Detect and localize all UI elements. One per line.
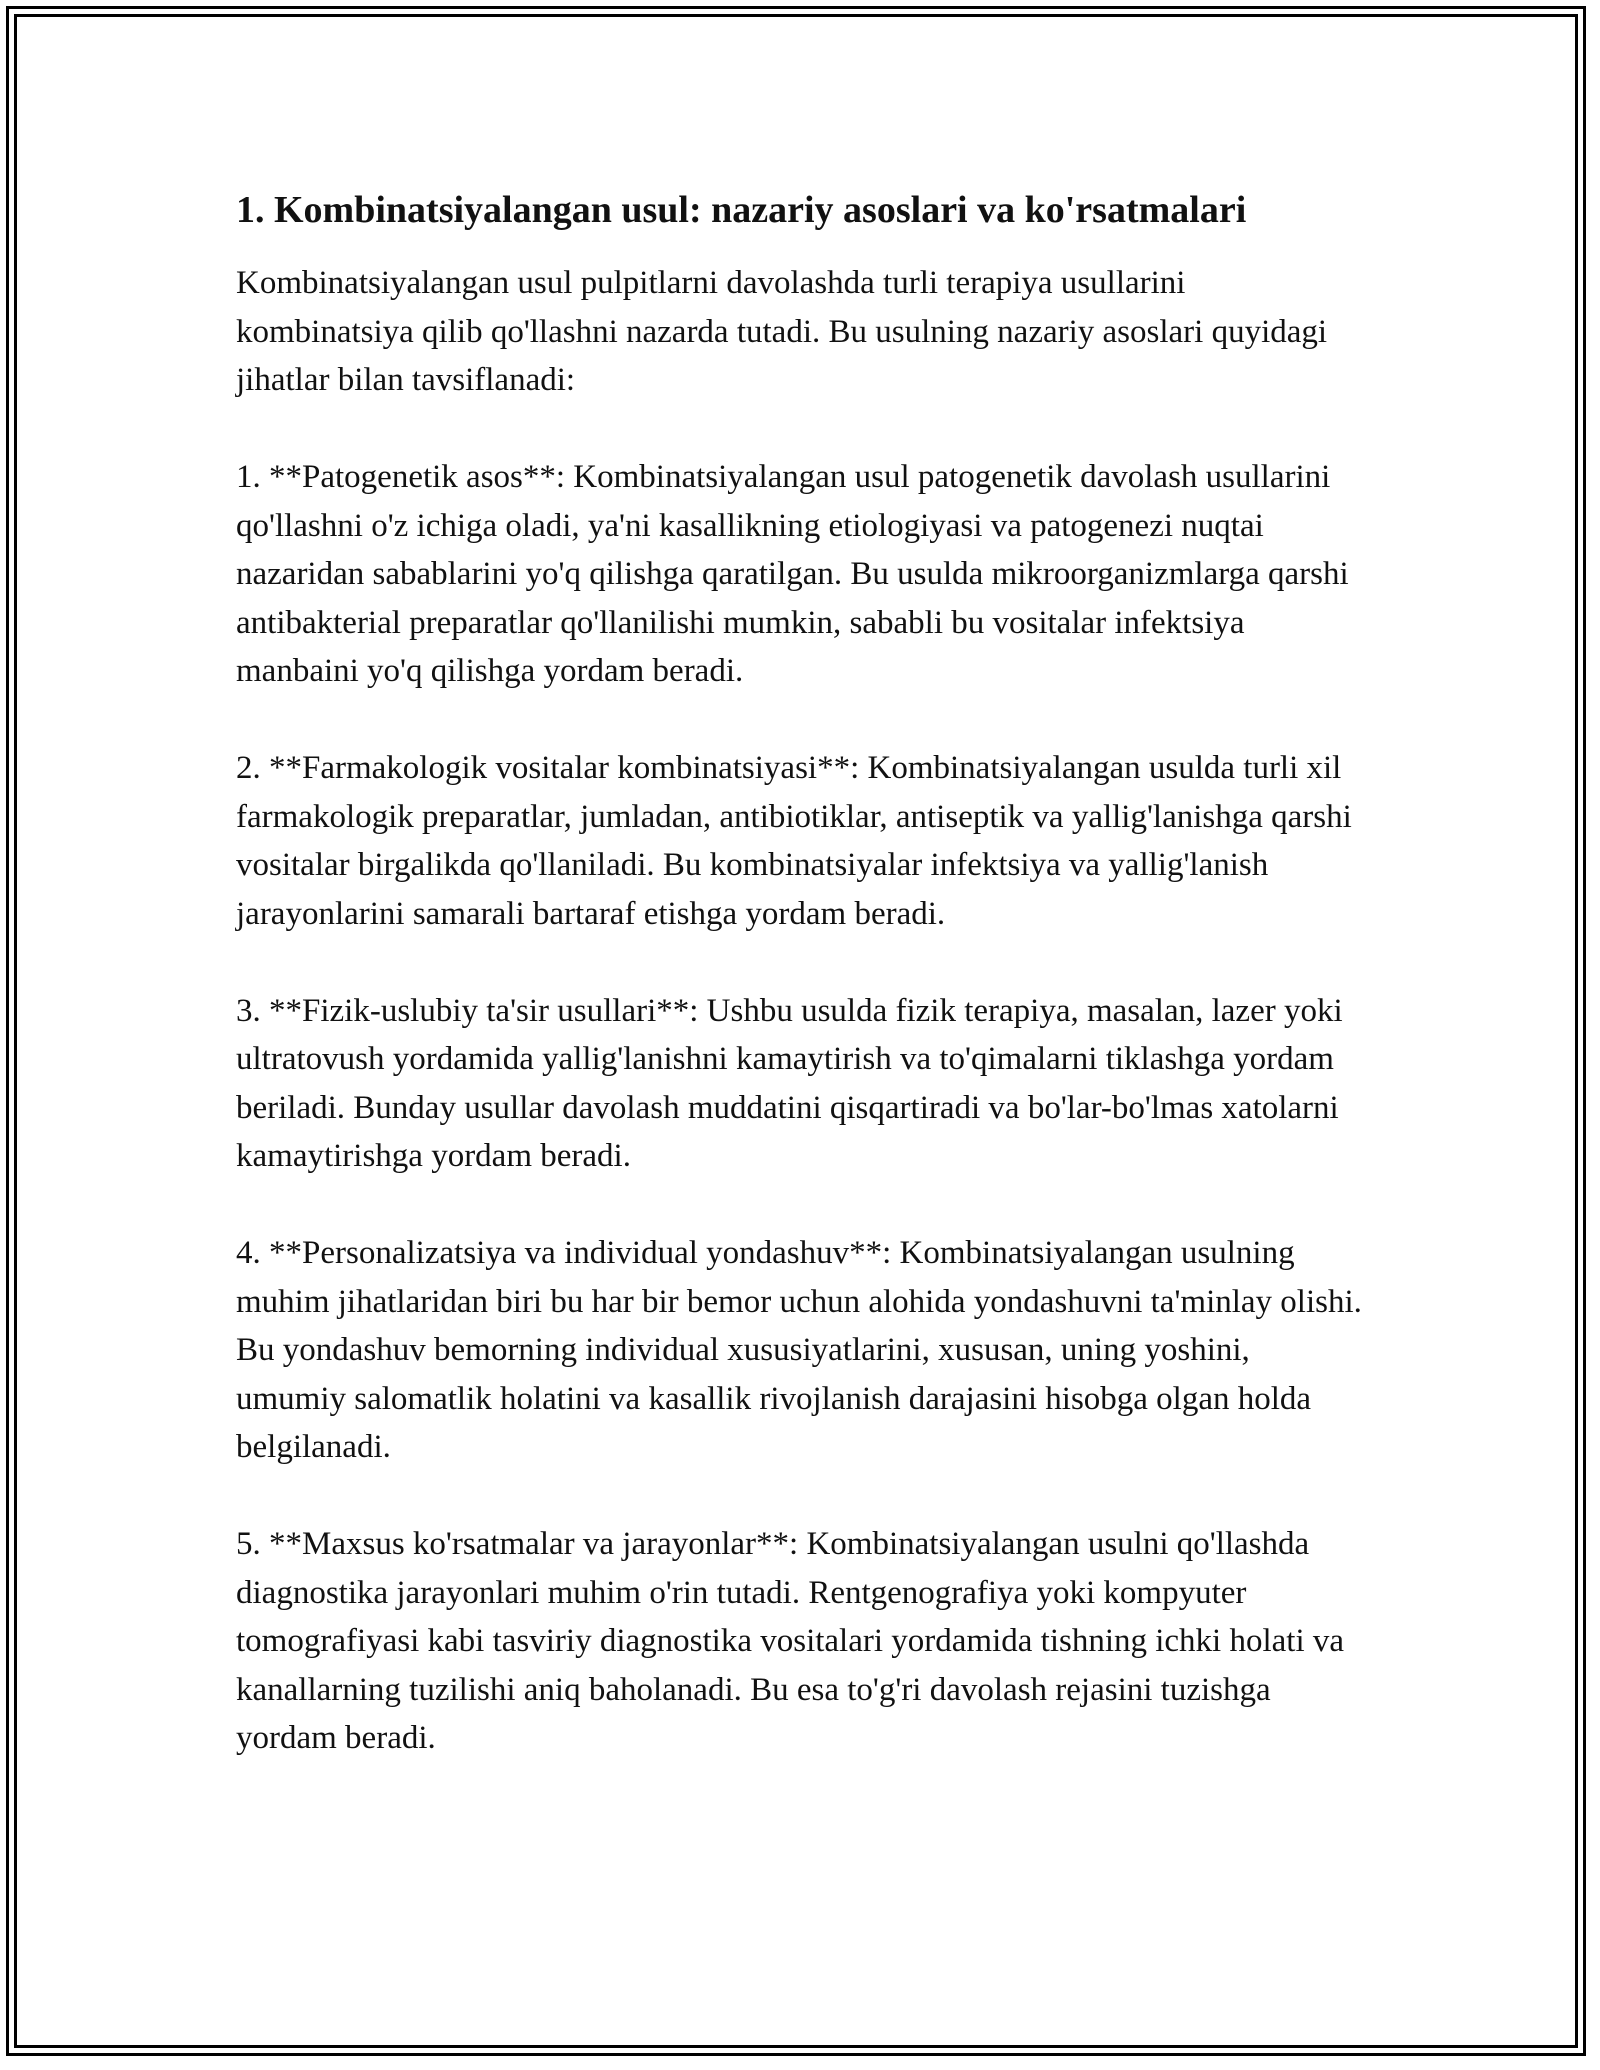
item-special-indications: 5. **Maxsus ko'rsatmalar va jarayonlar**: Kombinatsiyalangan usulni qo'llashda diagnostika jarayonlari muhim o'rin tutadi. Rentgenografiya yoki kompyuter tomografiyasi kabi tasviriy diagnostika vositalari yordamida tishning ichki holati va kanallarning tuzilishi aniq baholanadi. Bu esa to'g'ri davolash rejasini tuzishga yordam beradi. [236, 1526, 1345, 1756]
intro-paragraph: Kombinatsiyalangan usul pulpitlarni davolashda turli terapiya usullarini kombinatsiya qilib qo'llashni nazarda tutadi. Bu usulning nazariy asoslari quyidagi jihatlar bilan tavsiflanadi: [236, 265, 1328, 398]
item-pharmacological-combination: 2. **Farmakologik vositalar kombinatsiyasi**: Kombinatsiyalangan usulda turli xil farmakologik preparatlar, jumladan, antibiotiklar, antiseptik va yallig'lanishga qarshi vositalar birgalikda qo'llaniladi. Bu kombinatsiyalar infektsiya va yallig'lanish jarayonlarini samarali bartaraf etishga yordam beradi. [236, 750, 1352, 932]
item-pathogenetic-basis: 1. **Patogenetik asos**: Kombinatsiyalangan usul patogenetik davolash usullarini qo'llashni o'z ichiga oladi, ya'ni kasallikning etiologiyasi va patogenezi nuqtai nazaridan sabablarini yo'q qilishga qaratilgan. Bu usulda mikroorganizmlarga qarshi antibakterial preparatlar qo'llanilishi mumkin, sababli bu vositalar infektsiya manbaini yo'q qilishga yordam beradi. [236, 459, 1349, 689]
item-personalization: 4. **Personalizatsiya va individual yondashuv**: Kombinatsiyalangan usulning muhim jihatlaridan biri bu har bir bemor uchun alohida yondashuvni ta'minlay olishi. Bu yondashuv bemorning individual xususiyatlarini, xususan, uning yoshini, umumiy salomatlik holatini va kasallik rivojlanish darajasini hisobga olgan holda belgilanadi. [236, 1235, 1362, 1465]
section-heading: 1. Kombinatsiyalangan usul: nazariy asoslari va ko'rsatmalari [236, 189, 1247, 231]
document-body [236, 186, 1366, 1811]
item-physical-methods: 3. **Fizik-uslubiy ta'sir usullari**: Ushbu usulda fizik terapiya, masalan, lazer yoki ultratovush yordamida yallig'lanishni kamaytirish va to'qimalarni tiklashga yordam beriladi. Bunday usullar davolash muddatini qisqartiradi va bo'lar-bo'lmas xatolarni kamaytirishga yordam beradi. [236, 992, 1343, 1174]
